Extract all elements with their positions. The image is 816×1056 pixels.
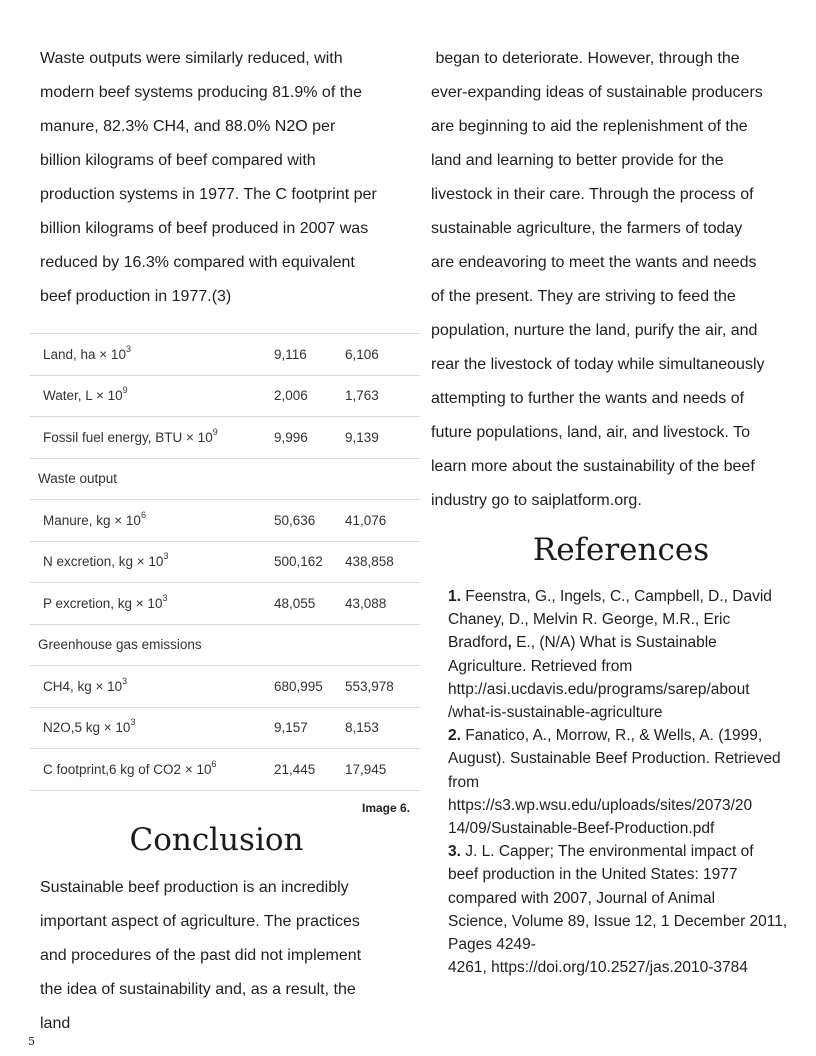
text-line: industry go to saiplatform.org. [431, 492, 642, 509]
table-section-header [30, 625, 420, 667]
text-line: beef production in 1977.(3) [40, 288, 232, 305]
table-cell-2007: 1,763 [345, 388, 379, 404]
table-row [30, 376, 420, 418]
text-line: manure, 82.3% CH4, and 88.0% N2O per [40, 118, 336, 135]
table-row [30, 334, 420, 376]
image-caption: Image 6. [362, 801, 411, 815]
table-cell-1977: 500,162 [274, 554, 323, 570]
table-cell-2007: 8,153 [345, 720, 379, 736]
text-line: and procedures of the past did not implement [40, 947, 362, 964]
table-cell-1977: 2,006 [274, 388, 308, 404]
table-cell-2007: 41,076 [345, 512, 387, 528]
text-line: compared with 2007, Journal of Animal [448, 889, 716, 907]
text-line: Bradford, E., (N/A) What is Sustainable [448, 634, 717, 652]
text-line: reduced by 16.3% compared with equivalent [40, 254, 355, 271]
table-row-label: P excretion, kg × $10^3$ [43, 592, 168, 611]
text-line: ever-expanding ideas of sustainable producers [431, 84, 763, 101]
references-heading: References [532, 532, 710, 568]
table-row-label: Fossil fuel energy, BTU × $10^9$ [43, 426, 218, 445]
table-row [30, 417, 420, 459]
text-line: from [448, 773, 479, 791]
table-cell-1977: 9,996 [274, 429, 308, 445]
table-section-header [30, 459, 420, 501]
table-row-label: Land, ha × $10^3$ [43, 343, 131, 362]
table-cell-2007: 9,139 [345, 429, 379, 445]
table-row [30, 583, 420, 625]
table-row [30, 666, 420, 708]
conclusion-heading: Conclusion [129, 822, 304, 858]
table-row-label: C footprint,6 kg of $CO2 \times 10^6$ [43, 758, 217, 777]
text-line: land [40, 1015, 71, 1032]
text-line: are endeavoring to meet the wants and needs [431, 254, 757, 271]
table-cell-1977: 50,636 [274, 512, 316, 528]
text-line: began to deteriorate. However, through the [431, 50, 740, 67]
table-cell-1977: 9,116 [274, 346, 307, 362]
text-line: production systems in 1977. The C footprint per [40, 186, 377, 203]
table-cell-2007: 43,088 [345, 595, 387, 611]
reference-1: 1. Feenstra, G., Ingels, C., Campbell, D., David [448, 588, 772, 605]
text-line: sustainable agriculture, the farmers of today [431, 220, 743, 237]
text-line: Chaney, D., Melvin R. George, M.R., Eric [448, 611, 731, 629]
conclusion-paragraph [40, 871, 410, 1041]
table-row-label: Manure, kg × $10^6$ [43, 509, 146, 528]
table-cell-2007: 6,106 [345, 346, 379, 362]
table-cell-2007: 17,945 [345, 761, 387, 777]
table-row-label: Water, $L \times 10^9$ [43, 385, 128, 404]
table-row [30, 708, 420, 750]
text-line: modern beef systems producing 81.9% of the [40, 84, 362, 101]
text-line: Waste outputs were similarly reduced, with [40, 50, 343, 67]
table-cell-1977: 48,055 [274, 595, 316, 611]
text-line: land and learning to better provide for the [431, 152, 724, 169]
table-row [30, 500, 420, 542]
text-line: Sustainable beef production is an incredibly [40, 879, 349, 896]
text-line: are beginning to aid the replenishment of the [431, 118, 748, 135]
references-list [448, 585, 804, 979]
data-table [30, 333, 420, 791]
table-cell-2007: 438,858 [345, 554, 394, 570]
text-line: the idea of sustainability and, as a result, the [40, 981, 356, 998]
reference-link: http://asi.ucdavis.edu/programs/sarep/about [448, 680, 750, 698]
text-line: attempting to further the wants and needs of [431, 390, 745, 407]
intro-paragraph [40, 42, 400, 314]
table-row [30, 749, 420, 791]
text-line: of the present. They are striving to feed the [431, 288, 736, 305]
table-cell-2007: 553,978 [345, 678, 394, 694]
text-line: population, nurture the land, purify the air, and [431, 322, 758, 339]
reference-3: 3. J. L. Capper; The environmental impact of [448, 843, 754, 861]
page-number: 5 [28, 1035, 35, 1048]
reference-2: 2. Fanatico, A., Morrow, R., & Wells, A. (1999, [448, 727, 763, 745]
section-label: Greenhouse gas emissions [38, 637, 202, 653]
text-line: billion kilograms of beef produced in 2007 was [40, 220, 369, 237]
reference-link: https://s3.wp.wsu.edu/uploads/sites/2073/20 [448, 796, 753, 814]
table-row-label: N2O,5 kg × $10^3$ [43, 717, 136, 736]
continued-paragraph [431, 42, 801, 518]
table-cell-1977: 680,995 [274, 678, 323, 694]
table-cell-1977: 21,445 [274, 761, 316, 777]
text-line: important aspect of agriculture. The practices [40, 913, 360, 930]
text-line: livestock in their care. Through the process of [431, 186, 754, 203]
text-line: August). Sustainable Beef Production. Retrieved [448, 750, 781, 768]
table-row [30, 542, 420, 584]
text-line: 4261, https://doi.org/10.2527/jas.2010-3784 [448, 959, 748, 977]
text-line: rear the livestock of today while simultaneously [431, 356, 765, 373]
table-row-label: N excretion, kg × $10^3$ [43, 551, 169, 570]
section-label: Waste output [38, 471, 118, 487]
text-line: future populations, land, air, and livestock. To [431, 424, 751, 441]
text-line: beef production in the United States: 1977 [448, 866, 738, 884]
table-row-label: CH4, kg × $10^3$ [43, 675, 128, 694]
table-cell-1977: 9,157 [274, 720, 308, 736]
text-line: learn more about the sustainability of the beef [431, 458, 755, 475]
reference-link: /what-is-sustainable-agriculture [448, 704, 663, 722]
text-line: Agriculture. Retrieved from [448, 657, 633, 675]
text-line: Pages 4249- [448, 936, 536, 954]
reference-link: 14/09/Sustainable-Beef-Production.pdf [448, 820, 715, 838]
text-line: billion kilograms of beef compared with [40, 152, 316, 169]
text-line: Science, Volume 89, Issue 12, 1 December 2011, [448, 912, 788, 930]
